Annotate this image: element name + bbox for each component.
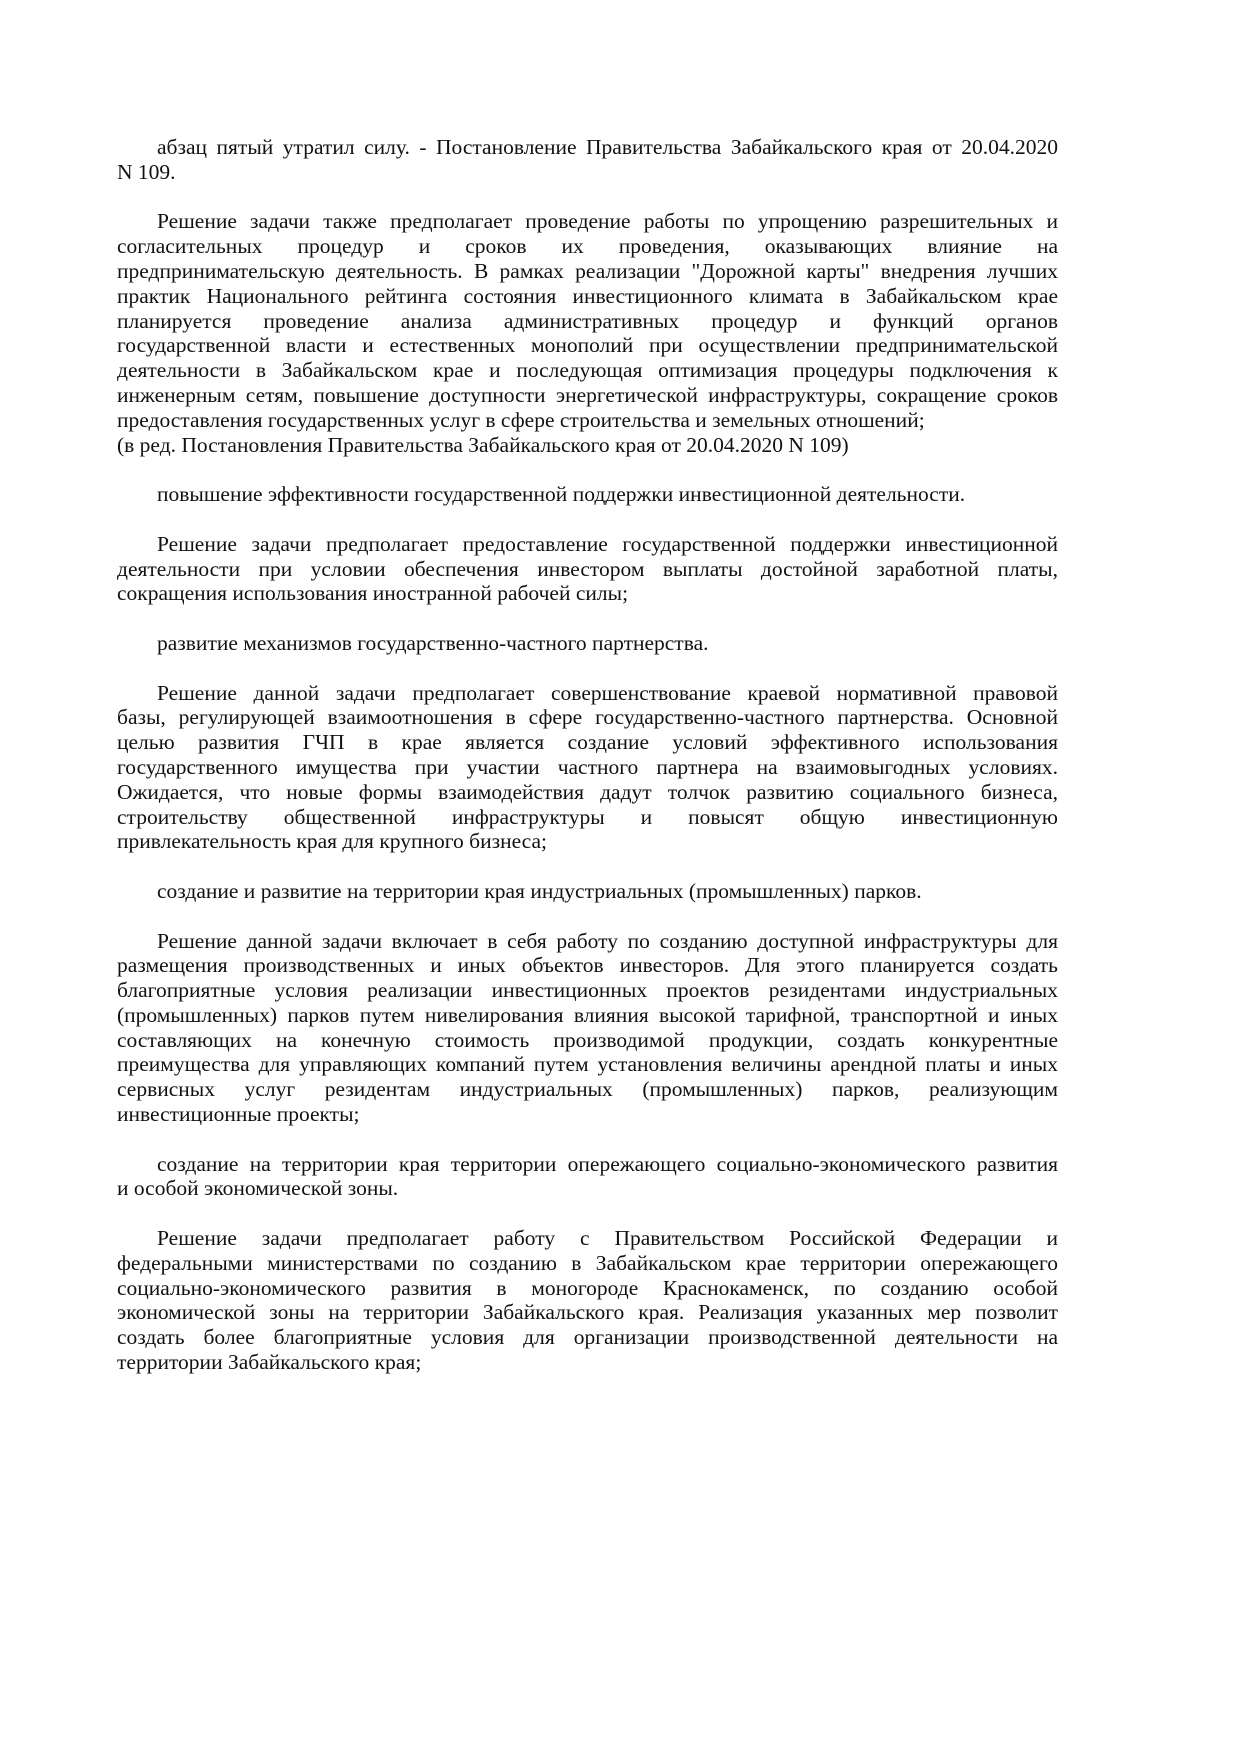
text-line: сервисных услуг резидентам индустриальных (промышленных) парков, реализующим — [117, 1077, 1058, 1102]
text-line: целью развития ГЧП в крае является создание условий эффективного использования — [117, 730, 1058, 755]
text-line: и особой экономической зоны. — [117, 1176, 399, 1201]
text-line: предоставления государственных услуг в сфере строительства и земельных отношений; — [117, 407, 925, 432]
text-line: строительству общественной инфраструктуры и повысят общую инвестиционную — [117, 804, 1058, 829]
text-line: Решение данной задачи включает в себя работу по созданию доступной инфраструктуры для — [157, 928, 1058, 953]
text-line: (промышленных) парков путем нивелирования влияния высокой тарифной, транспортной и иных — [117, 1002, 1058, 1027]
text-line: деятельности при условии обеспечения инвестором выплаты достойной заработной платы, — [117, 556, 1058, 581]
paragraph — [117, 1226, 1058, 1375]
text-line: практик Национального рейтинга состояния инвестиционного климата в Забайкальском крае — [117, 283, 1058, 308]
text-line: Ожидается, что новые формы взаимодействия дадут толчок развитию социального бизнеса, — [117, 779, 1058, 804]
text-line: Решение задачи также предполагает проведение работы по упрощению разрешительных и — [157, 209, 1058, 234]
text-line: абзац пятый утратил силу. - Постановление Правительства Забайкальского края от 20.04.2020 — [157, 135, 1058, 159]
paragraph — [117, 135, 1058, 185]
text-line: государственной власти и естественных монополий при осуществлении предпринимательской — [117, 333, 1058, 358]
text-line: размещения производственных и иных объектов инвесторов. Для этого планируется создать — [117, 953, 1058, 978]
text-line: составляющих на конечную стоимость производимой продукции, создать конкурентные — [117, 1027, 1058, 1052]
paragraph — [117, 879, 1058, 904]
text-line: повышение эффективности государственной поддержки инвестиционной деятельности. — [157, 482, 966, 507]
text-line: инвестиционные проекты; — [117, 1102, 360, 1127]
text-line: базы, регулирующей взаимоотношения в сфере государственно-частного партнерства. Основной — [117, 705, 1058, 730]
paragraph — [117, 532, 1058, 606]
text-line: Решение задачи предполагает предоставление государственной поддержки инвестиционной — [157, 531, 1058, 556]
text-line: территории Забайкальского края; — [117, 1350, 422, 1375]
document-page — [117, 135, 1058, 1400]
text-line: государственного имущества при участии частного партнера на взаимовыгодных условиях. — [117, 754, 1058, 779]
text-line: согласительных процедур и сроков их проведения, оказывающих влияние на — [117, 234, 1058, 259]
paragraph — [117, 209, 1058, 457]
text-line: N 109. — [117, 159, 176, 184]
text-line: сокращения использования иностранной рабочей силы; — [117, 581, 629, 606]
text-line: преимущества для управляющих компаний путем установления величины арендной платы и иных — [117, 1052, 1058, 1077]
text-line: создание и развитие на территории края индустриальных (промышленных) парков. — [157, 878, 922, 903]
text-line: планируется проведение анализа административных процедур и функций органов — [117, 308, 1058, 333]
text-line: Решение данной задачи предполагает совершенствование краевой нормативной правовой — [157, 680, 1058, 705]
text-line: Решение задачи предполагает работу с Правительством Российской Федерации и — [157, 1226, 1058, 1251]
paragraph — [117, 1152, 1058, 1202]
amendment-note: (в ред. Постановления Правительства Забайкальского края от 20.04.2020 N 109) — [117, 432, 849, 457]
paragraph — [117, 482, 1058, 507]
text-line: социально-экономического развития в моногороде Краснокаменск, по созданию особой — [117, 1275, 1058, 1300]
text-line: федеральными министерствами по созданию в Забайкальском крае территории опережающего — [117, 1250, 1058, 1275]
paragraph — [117, 681, 1058, 855]
text-line: экономической зоны на территории Забайкальского края. Реализация указанных мер позволит — [117, 1300, 1058, 1325]
text-line: предпринимательскую деятельность. В рамках реализации "Дорожной карты" внедрения лучших — [117, 258, 1058, 283]
paragraph — [117, 929, 1058, 1127]
text-line: инженерным сетям, повышение доступности энергетической инфраструктуры, сокращение сроков — [117, 382, 1058, 407]
text-line: создать более благоприятные условия для организации производственной деятельности на — [117, 1325, 1058, 1350]
text-line: привлекательность края для крупного бизнеса; — [117, 829, 547, 854]
text-line: благоприятные условия реализации инвестиционных проектов резидентами индустриальных — [117, 978, 1058, 1003]
text-line: деятельности в Забайкальском крае и последующая оптимизация процедуры подключения к — [117, 358, 1058, 383]
text-line: создание на территории края территории опережающего социально-экономического развития — [157, 1151, 1058, 1176]
paragraph — [117, 631, 1058, 656]
text-line: развитие механизмов государственно-частного партнерства. — [157, 630, 709, 655]
